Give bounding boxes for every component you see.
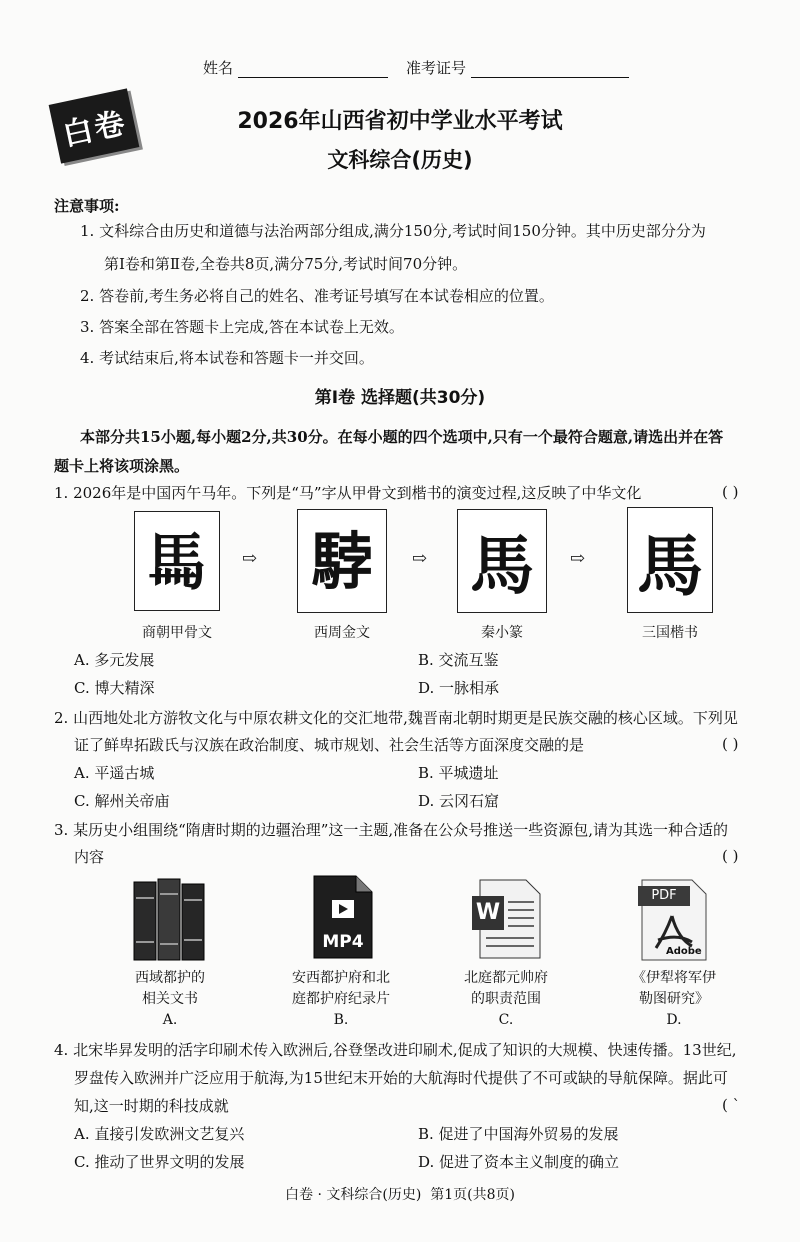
glyph-caption: 西周金文 xyxy=(314,625,370,641)
exam-subtitle: 文科综合(历史) xyxy=(327,148,473,172)
q4-option-b[interactable]: B. 促进了中国海外贸易的发展 xyxy=(418,1125,619,1143)
books-icon xyxy=(132,876,208,964)
id-label-row xyxy=(406,58,629,78)
exam-id-blank xyxy=(471,59,629,78)
exam-id-label: 准考证号 xyxy=(406,59,467,77)
arrow-right-icon: ⇨ xyxy=(412,548,428,569)
q3-stem-line2: 内容 xyxy=(74,848,105,866)
notice-item: 1. 文科综合由历史和道德与法治两部分组成,满分150分,考试时间150分钟。其中历史部分分为 xyxy=(80,222,706,240)
q3-option-a[interactable]: A. xyxy=(162,1012,178,1028)
word-document-icon xyxy=(470,878,542,960)
mp4-file-icon xyxy=(312,874,374,960)
word-letter: W xyxy=(475,900,501,925)
section-intro-line2: 题卡上将该项涂黑。 xyxy=(54,457,190,475)
q2-answer-paren: ( ) xyxy=(722,735,739,753)
q1-option-c[interactable]: C. 博大精深 xyxy=(74,679,155,697)
q3-answer-paren: ( ) xyxy=(722,847,739,865)
glyph-caption: 秦小篆 xyxy=(481,625,523,641)
pdf-label: PDF xyxy=(651,888,677,903)
q4-stem-line1: 4. 北宋毕昇发明的活字印刷术传入欧洲后,谷登堡改进印刷术,促成了知识的大规模、快速传播。13世纪, xyxy=(54,1041,737,1059)
pdf-file-icon xyxy=(636,878,710,962)
q3-option-d[interactable]: D. xyxy=(666,1012,682,1028)
q3-stem-line1: 3. 某历史小组围绕“隋唐时期的边疆治理”这一主题,准备在公众号推送一些资源包,请为其选一种合适的 xyxy=(54,821,728,839)
q4-answer-paren: ( ` xyxy=(722,1096,741,1114)
glyph-seal-frame xyxy=(457,509,547,613)
glyph-seal: 馬 xyxy=(470,529,534,604)
name-label: 姓名 xyxy=(203,59,234,77)
q2-option-b[interactable]: B. 平城遗址 xyxy=(418,764,499,782)
exam-title: 2026年山西省初中学业水平考试 xyxy=(237,109,563,134)
section-title: 第Ⅰ卷 选择题(共30分) xyxy=(314,388,486,408)
q3-caption-d: 《伊犁将军伊 勒图研究》 D. xyxy=(614,968,734,1031)
q1-option-b[interactable]: B. 交流互鉴 xyxy=(418,651,499,669)
q3-caption-c: 北庭都元帅府 的职责范围 C. xyxy=(446,968,566,1031)
notice-item: 4. 考试结束后,将本试卷和答题卡一并交回。 xyxy=(80,349,374,367)
adobe-label: Adobe xyxy=(666,946,702,957)
name-label-row xyxy=(203,58,388,78)
q1-stem: 1. 2026年是中国丙午马年。下列是“马”字从甲骨文到楷书的演变过程,这反映了中华文化 xyxy=(54,484,642,502)
glyph-caption: 三国楷书 xyxy=(642,625,698,641)
q1-option-a[interactable]: A. 多元发展 xyxy=(74,651,155,669)
stamp-text: 白卷 xyxy=(59,105,130,154)
notice-item: 3. 答案全部在答题卡上完成,答在本试卷上无效。 xyxy=(80,318,404,336)
q3-caption-b: 安西都护府和北 庭都护府纪录片 B. xyxy=(276,968,406,1031)
section-intro-line1: 本部分共15小题,每小题2分,共30分。在每小题的四个选项中,只有一个最符合题意,请选出并在答 xyxy=(80,428,724,446)
notice-item: 2. 答卷前,考生务必将自己的姓名、准考证号填写在本试卷相应的位置。 xyxy=(80,287,554,305)
q4-stem-line2: 罗盘传入欧洲并广泛应用于航海,为15世纪末开始的大航海时代提供了不可或缺的导航保障。据此可 xyxy=(74,1069,728,1087)
q4-option-d[interactable]: D. 促进了资本主义制度的确立 xyxy=(418,1153,620,1171)
q4-stem-line3: 知,这一时期的科技成就 xyxy=(74,1097,229,1115)
arrow-right-icon: ⇨ xyxy=(242,548,258,569)
q4-option-c[interactable]: C. 推动了世界文明的发展 xyxy=(74,1153,245,1171)
q2-stem-line1: 2. 山西地处北方游牧文化与中原农耕文化的交汇地带,魏晋南北朝时期更是民族交融的核心区域。下列见 xyxy=(54,709,738,727)
glyph-bronze-frame xyxy=(297,509,387,613)
q1-option-d[interactable]: D. 一脉相承 xyxy=(418,679,500,697)
q2-option-a[interactable]: A. 平遥古城 xyxy=(74,764,155,782)
q2-option-c[interactable]: C. 解州关帝庙 xyxy=(74,792,170,810)
name-blank xyxy=(238,59,388,78)
arrow-right-icon: ⇨ xyxy=(570,548,586,569)
glyph-oracle-frame xyxy=(134,511,220,611)
glyph-bronze: 𩣡 xyxy=(310,525,373,598)
notice-item: 第Ⅰ卷和第Ⅱ卷,全卷共8页,满分75分,考试时间70分钟。 xyxy=(104,255,468,273)
glyph-regular-frame xyxy=(627,507,713,613)
q1-answer-paren: ( ) xyxy=(722,483,739,501)
q3-option-b[interactable]: B. xyxy=(333,1012,349,1028)
mp4-label: MP4 xyxy=(322,932,364,952)
glyph-oracle: 𩡧 xyxy=(145,526,208,599)
q2-stem-line2: 证了鲜卑拓跋氏与汉族在政治制度、城市规划、社会生活等方面深度交融的是 xyxy=(74,736,585,754)
notice-heading: 注意事项: xyxy=(54,197,120,215)
q3-option-c[interactable]: C. xyxy=(498,1012,514,1028)
q2-option-d[interactable]: D. 云冈石窟 xyxy=(418,792,500,810)
glyph-regular: 馬 xyxy=(637,527,703,605)
q3-caption-a: 西域都护的 相关文书 A. xyxy=(110,968,230,1031)
q4-option-a[interactable]: A. 直接引发欧洲文艺复兴 xyxy=(74,1125,245,1143)
glyph-caption: 商朝甲骨文 xyxy=(142,625,212,641)
page-footer: 白卷 · 文科综合(历史) 第1页(共8页) xyxy=(285,1187,515,1203)
